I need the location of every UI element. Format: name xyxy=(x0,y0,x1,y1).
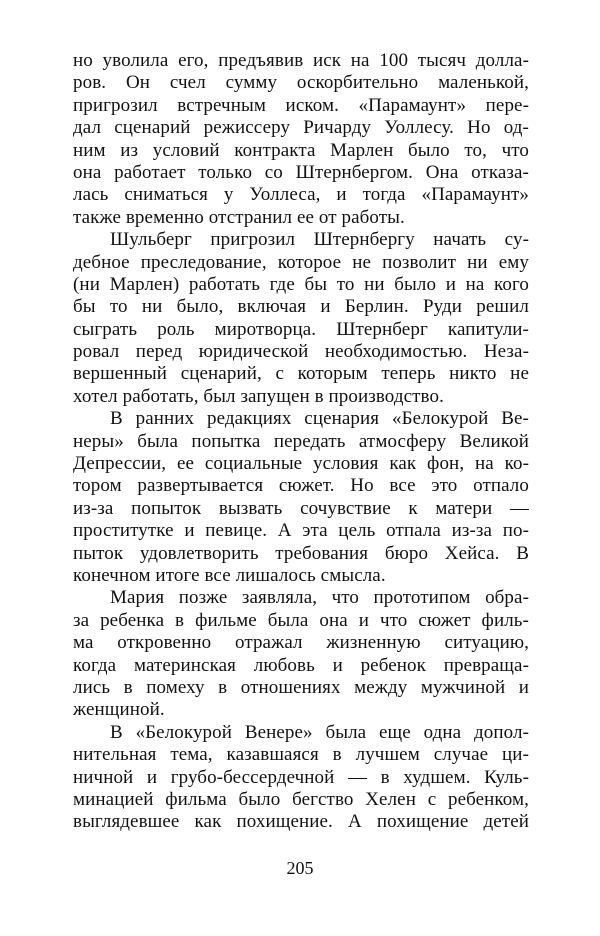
text-line: когда материнская любовь и ребенок превраща- xyxy=(73,654,529,676)
text-line: проститутке и певице. А эта цель отпала из-за по- xyxy=(73,520,529,542)
paragraph xyxy=(73,50,529,229)
paragraph xyxy=(73,408,529,587)
text-line: дебное преследование, которое не позволит ни ему xyxy=(73,251,529,273)
text-line: лись в помеху в отношениях между мужчиной и xyxy=(73,676,529,698)
text-line: сыграть роль миротворца. Штернберг капитули- xyxy=(73,318,529,340)
text-line: минацией фильма было бегство Хелен с ребенком, xyxy=(73,788,529,810)
text-line: Депрессии, ее социальные условия как фон, на ко- xyxy=(73,453,529,475)
text-line: также временно отстранил ее от работы. xyxy=(73,206,405,228)
text-line: тором развертывается сюжет. Но все это отпало xyxy=(73,475,529,497)
text-line: выглядевшее как похищение. А похищение детей xyxy=(73,811,529,833)
text-line: ров. Он счел сумму оскорбительно маленькой, xyxy=(73,72,529,94)
text-line: из-за попыток вызвать сочувствие к матери — xyxy=(73,497,529,519)
text-line: лась сниматься у Уоллеса, и тогда «Парамаунт» xyxy=(73,184,529,206)
text-line: бы то ни было, включая и Берлин. Руди решил xyxy=(73,296,529,318)
text-line: пыток удовлетворить требования бюро Хейса. В xyxy=(73,542,529,564)
page-number: 205 xyxy=(286,858,314,878)
text-line: ма откровенно отражал жизненную ситуацию, xyxy=(73,632,529,654)
text-line: ровал перед юридической необходимостью. Неза- xyxy=(73,341,529,363)
text-line: вершенный сценарий, с которым теперь никто не xyxy=(73,363,529,385)
text-line: женщиной. xyxy=(73,699,165,721)
paragraph xyxy=(73,229,529,408)
text-line: хотел работать, был запущен в производство. xyxy=(73,385,444,407)
text-line: ничной и грубо-бессердечной — в худшем. Куль- xyxy=(73,766,529,788)
text-line: (ни Марлен) работать где бы то ни было и на кого xyxy=(73,273,529,295)
text-line: Мария позже заявляла, что прототипом обра- xyxy=(110,587,529,609)
text-line: В «Белокурой Венере» была еще одна допол- xyxy=(110,721,529,743)
text-line: но уволила его, предъявив иск на 100 тысяч долла- xyxy=(73,50,529,71)
text-line: нительная тема, казавшаяся в лучшем случае ци- xyxy=(73,744,529,766)
paragraph xyxy=(73,722,529,834)
text-line: В ранних редакциях сценария «Белокурой Ве- xyxy=(110,408,529,430)
page-body-text xyxy=(73,50,529,834)
text-line: дал сценарий режиссеру Ричарду Уоллесу. Но од- xyxy=(73,117,529,139)
text-line: неры» была попытка передать атмосферу Великой xyxy=(73,430,529,452)
text-line: она работает только со Штернбергом. Она отказа- xyxy=(73,161,529,183)
text-line: за ребенка в фильме была она и что сюжет филь- xyxy=(73,609,529,631)
text-line: ним из условий контракта Марлен было то, что xyxy=(73,139,529,161)
text-line: пригрозил встречным иском. «Парамаунт» пере- xyxy=(73,94,529,116)
text-line: конечном итоге все лишалось смысла. xyxy=(73,564,386,586)
paragraph xyxy=(73,587,529,721)
text-line: Шульберг пригрозил Штернбергу начать су- xyxy=(110,229,529,251)
